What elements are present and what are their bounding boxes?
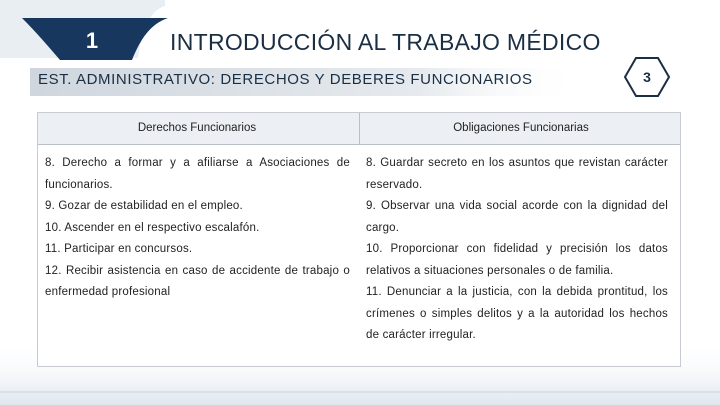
rights-column bbox=[45, 153, 350, 304]
list-item: 11. Participar en concursos. bbox=[45, 243, 193, 255]
column-header-obligations: Obligaciones Funcionarias bbox=[453, 122, 589, 134]
list-item: 11. Denunciar a la justicia, con la debida prontitud, los crímenes o simples delitos y a la autoridad los hechos de carácter irregular. bbox=[366, 286, 668, 341]
column-header-rights: Derechos Funcionarios bbox=[137, 122, 257, 134]
list-item: 8. Derecho a formar y a afiliarse a Asociaciones de funcionarios. bbox=[45, 157, 350, 191]
list-item: 10. Proporcionar con fidelidad y precisión los datos relativos a situaciones personales o de familia. bbox=[366, 243, 668, 277]
section-number: 1 bbox=[85, 28, 99, 53]
page-title: INTRODUCCIÓN AL TRABAJO MÉDICO bbox=[170, 29, 601, 55]
rights-obligations-table bbox=[37, 112, 681, 367]
section-subtitle: EST. ADMINISTRATIVO: DERECHOS Y DEBERES FUNCIONARIOS bbox=[38, 71, 533, 88]
list-item: 9. Gozar de estabilidad en el empleo. bbox=[45, 200, 243, 212]
list-item: 9. Observar una vida social acorde con la dignidad del cargo. bbox=[366, 200, 668, 234]
list-item: 8. Guardar secreto en los asuntos que revistan carácter reservado. bbox=[366, 157, 668, 191]
column-divider bbox=[359, 113, 360, 144]
list-item: 10. Ascender en el respectivo escalafón. bbox=[45, 221, 260, 234]
table-header-row bbox=[38, 113, 680, 145]
page-number: 3 bbox=[643, 69, 651, 85]
list-item: 12. Recibir asistencia en caso de accidente de trabajo o enfermedad profesional bbox=[45, 264, 350, 298]
obligations-column bbox=[366, 153, 668, 347]
